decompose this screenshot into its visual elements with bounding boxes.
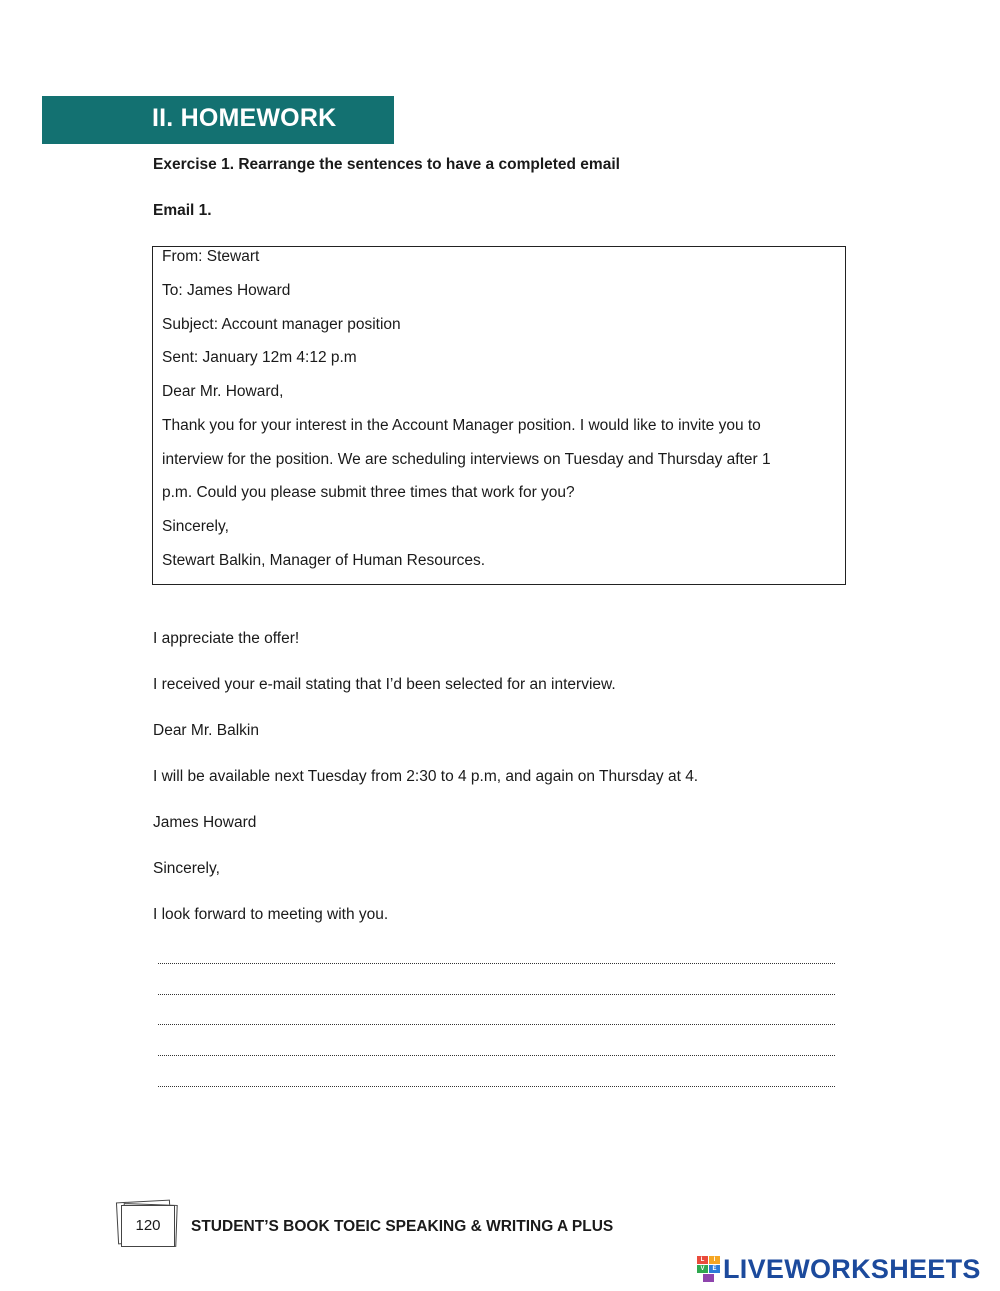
email-body-line: Thank you for your interest in the Account Manager position. I would like to invite you to (162, 417, 761, 434)
email-body-line: p.m. Could you please submit three times that work for you? (162, 484, 575, 501)
sentence-item: I will be available next Tuesday from 2:30 to 4 p.m, and again on Thursday at 4. (153, 768, 699, 785)
sentence-item: James Howard (153, 814, 257, 831)
email-from-line: From: Stewart (162, 248, 260, 265)
email-sent-line: Sent: January 12m 4:12 p.m (162, 349, 357, 366)
answer-input-line[interactable] (158, 1024, 835, 1025)
email-greeting-line: Dear Mr. Howard, (162, 383, 284, 400)
sentence-item: Dear Mr. Balkin (153, 722, 259, 739)
exercise-title: Exercise 1. Rearrange the sentences to have a completed email (153, 156, 620, 173)
email-box (152, 246, 846, 585)
sentence-item: Sincerely, (153, 860, 220, 877)
answer-input-line[interactable] (158, 963, 835, 964)
page-number-frame (121, 1205, 175, 1247)
sentence-item: I appreciate the offer! (153, 630, 300, 647)
book-title: STUDENT’S BOOK TOEIC SPEAKING & WRITING A PLUS (191, 1218, 614, 1235)
email-label: Email 1. (153, 202, 212, 219)
email-subject-line: Subject: Account manager position (162, 316, 401, 333)
logo-text: LIVEWORKSHEETS (723, 1254, 981, 1284)
email-signature-line: Stewart Balkin, Manager of Human Resources. (162, 552, 486, 569)
answer-input-line[interactable] (158, 1086, 835, 1087)
liveworksheets-logo (697, 1254, 995, 1284)
email-to-line: To: James Howard (162, 282, 291, 299)
page-number: 120 (135, 1217, 161, 1234)
section-banner (42, 96, 394, 144)
logo-blocks-icon: L I V E (697, 1256, 721, 1282)
answer-input-line[interactable] (158, 994, 835, 995)
sentence-item: I look forward to meeting with you. (153, 906, 389, 923)
email-closing-line: Sincerely, (162, 518, 229, 535)
answer-input-line[interactable] (158, 1055, 835, 1056)
email-body-line: interview for the position. We are scheduling interviews on Tuesday and Thursday after 1 (162, 451, 771, 468)
sentence-item: I received your e-mail stating that I’d been selected for an interview. (153, 676, 616, 693)
section-title: II. HOMEWORK (152, 104, 337, 132)
